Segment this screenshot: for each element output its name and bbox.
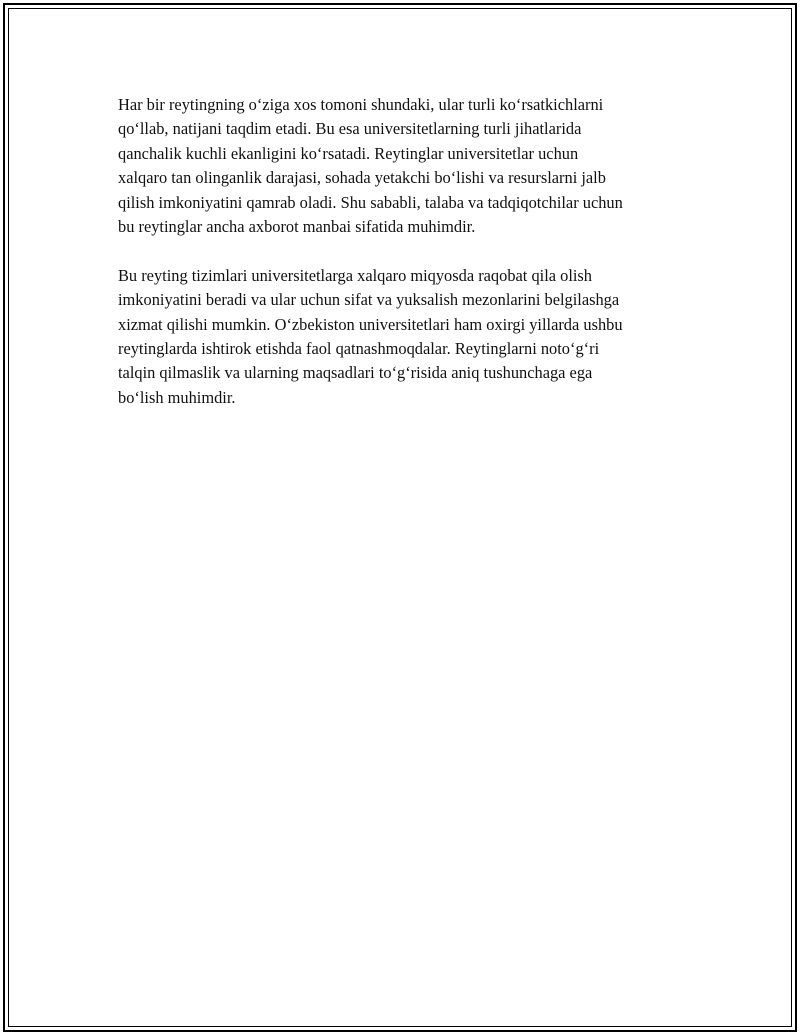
- document-body: [118, 93, 698, 435]
- text-line: talqin qilmaslik va ularning maqsadlari to‘g‘risida aniq tushunchaga ega: [118, 363, 593, 383]
- text-line: imkoniyatini beradi va ular uchun sifat va yuksalish mezonlarini belgilashga: [118, 290, 620, 310]
- paragraph-2: [118, 264, 698, 410]
- text-line: reytinglarda ishtirok etishda faol qatnashmoqdalar. Reytinglarni noto‘g‘ri: [118, 339, 600, 359]
- text-line: qo‘llab, natijani taqdim etadi. Bu esa universitetlarning turli jihatlarida: [118, 119, 582, 139]
- text-line: bu reytinglar ancha axborot manbai sifatida muhimdir.: [118, 217, 476, 237]
- text-line: Bu reyting tizimlari universitetlarga xalqaro miqyosda raqobat qila olish: [118, 265, 592, 285]
- text-line: Har bir reytingning o‘ziga xos tomoni shundaki, ular turli ko‘rsatkichlarni: [118, 95, 604, 114]
- paragraph-1: [118, 93, 698, 239]
- text-line: qanchalik kuchli ekanligini ko‘rsatadi. Reytinglar universitetlar uchun: [118, 143, 579, 163]
- text-line: qilish imkoniyatini qamrab oladi. Shu sababli, talaba va tadqiqotchilar uchun: [118, 192, 623, 212]
- text-line: xizmat qilishi mumkin. O‘zbekiston universitetlari ham oxirgi yillarda ushbu: [118, 314, 623, 334]
- text-line: xalqaro tan olinganlik darajasi, sohada yetakchi bo‘lishi va resurslarni jalb: [118, 168, 606, 188]
- text-line: bo‘lish muhimdir.: [118, 387, 236, 407]
